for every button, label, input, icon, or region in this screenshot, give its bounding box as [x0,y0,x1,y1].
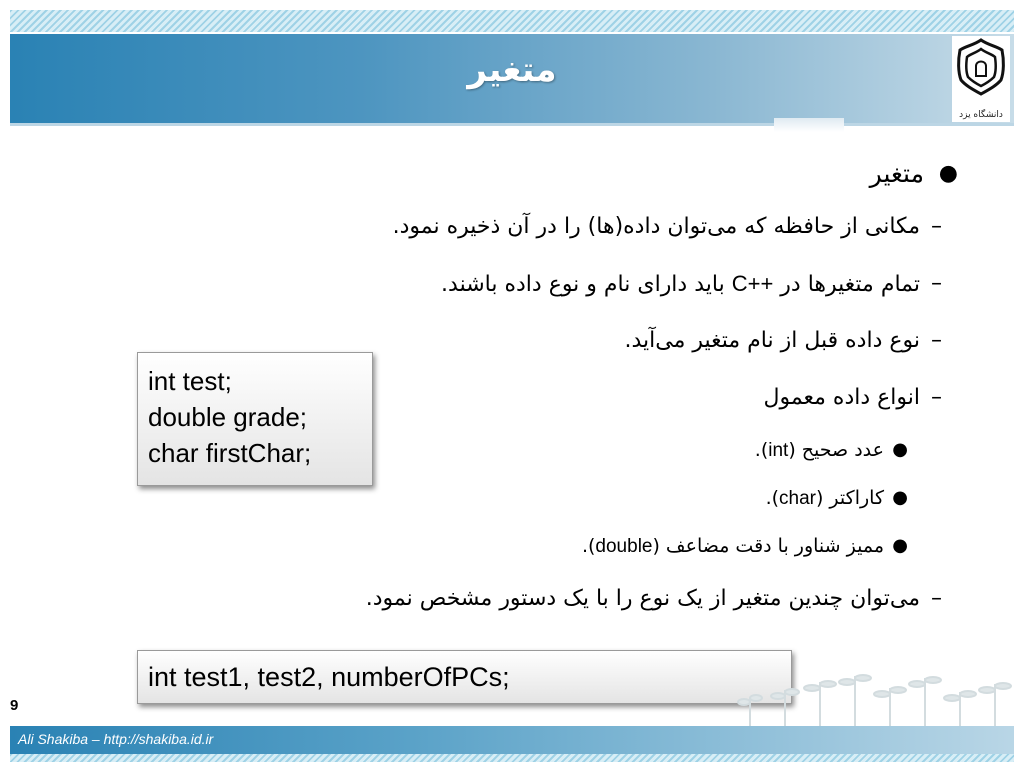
code-box-declarations [137,352,373,486]
list-item-text-pre: تمام متغیرها در [773,272,920,297]
plants-decoration-icon [730,668,1014,728]
list-item-text-post: باید دارای نام و نوع داده باشند. [441,272,732,297]
dash-icon: – [931,271,942,296]
list-item-text: نوع داده قبل از نام متغیر می‌آید. [624,328,920,353]
list-item [104,570,964,627]
bullet-dot-icon: ● [892,487,908,508]
cpp-label: C++ [731,271,774,296]
dash-icon: – [931,586,942,611]
main-bullet [104,150,964,198]
slide-title: متغیر [467,50,557,90]
logo-caption: دانشگاه یزد [959,110,1003,120]
page-number: 9 [10,697,19,714]
type-double: double [595,536,653,557]
code-line: char firstChar; [148,438,312,468]
list-item [104,198,964,255]
code-line: int test1, test2, numberOfPCs; [148,662,510,692]
sub-item-text-pre: ممیز شناور با دقت مضاعف ( [652,535,884,557]
sub-item-text-post: ). [754,439,769,461]
dash-icon: – [931,214,942,239]
list-item-text: انواع داده معمول [763,385,920,410]
bullet-dot-icon: ● [892,439,908,460]
sub-item-text-post: ). [581,535,596,557]
main-bullet-text: متغیر [869,159,924,188]
sub-list-item [104,522,964,570]
footer-hatched-strip [10,754,1014,762]
sub-item-text-pre: کاراکتر ( [815,487,884,509]
university-logo-icon [952,36,1010,122]
bullet-dot-icon: ● [892,535,908,556]
list-item [104,255,964,312]
dash-icon: – [931,328,942,353]
code-line: int test; [148,366,232,396]
top-hatched-strip [10,10,1014,32]
type-char: char [779,488,816,509]
list-item-text: می‌توان چندین متغیر از یک نوع را با یک دستور مشخص نمود. [365,586,920,611]
type-int: int [768,440,789,461]
title-tab-decoration [774,118,844,132]
sub-item-text-post: ). [765,487,780,509]
footer-credit: Ali Shakiba – http://shakiba.id.ir [18,731,214,747]
dash-icon: – [931,385,942,410]
code-box-multi-declaration [137,650,792,704]
list-item-text: مکانی از حافظه که می‌توان داده(ها) را در آن ذخیره نمود. [392,214,920,239]
code-line: double grade; [148,402,308,432]
bullet-dot-icon: ● [938,161,958,186]
sub-item-text-pre: عدد صحیح ( [788,439,884,461]
